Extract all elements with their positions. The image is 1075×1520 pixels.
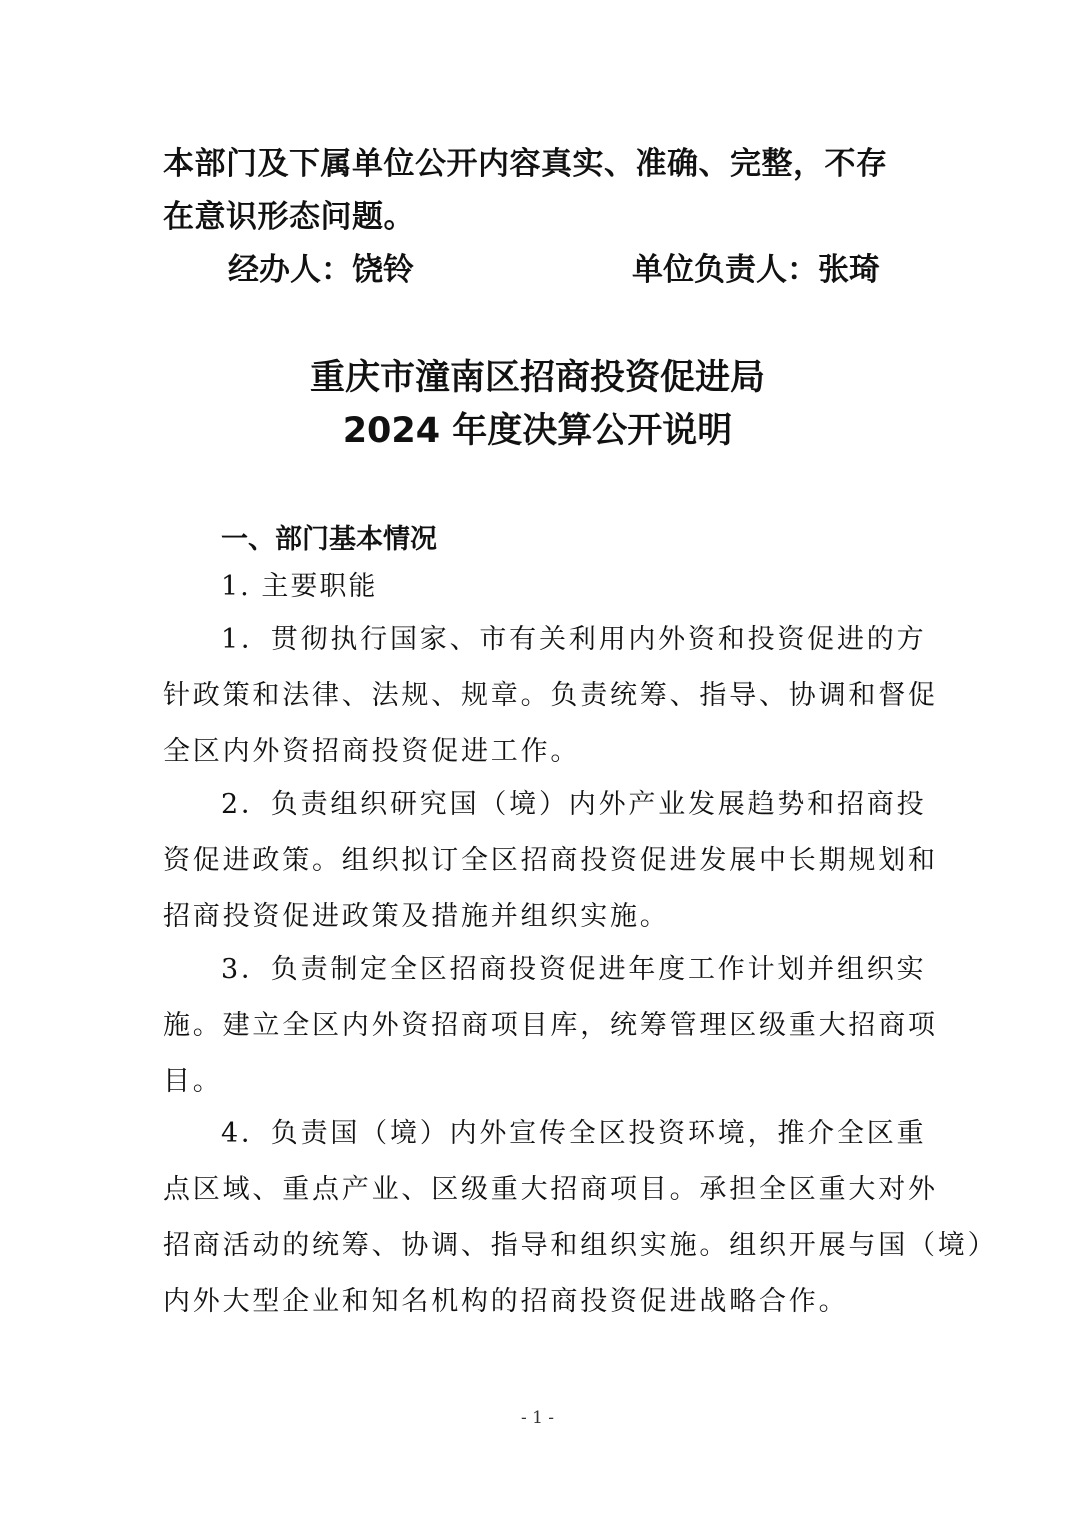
paragraph-line: 目。	[163, 1066, 223, 1097]
paragraph-line: 3．负责制定全区招商投资促进年度工作计划并组织实	[221, 954, 927, 985]
paragraph-4	[163, 1106, 998, 1330]
paragraph-2	[163, 777, 938, 945]
document-title-line-1: 重庆市潼南区招商投资促进局	[309, 358, 765, 398]
paragraph-line: 2．负责组织研究国（境）内外产业发展趋势和招商投	[221, 789, 927, 820]
paragraph-line: 4．负责国（境）内外宣传全区投资环境，推介全区重	[221, 1118, 927, 1149]
signature-block	[228, 244, 908, 297]
declaration-line: 本部门及下属单位公开内容真实、准确、完整，不存	[163, 146, 888, 182]
handler-signature: 经办人：饶铃	[228, 252, 414, 288]
paragraph-line: 内外大型企业和知名机构的招商投资促进战略合作。	[163, 1286, 849, 1317]
paragraph-line: 针政策和法律、法规、规章。负责统筹、指导、协调和督促	[163, 680, 938, 711]
page-number: - 1 -	[520, 1408, 555, 1428]
paragraph-line: 施。建立全区内外资招商项目库，统筹管理区级重大招商项	[163, 1010, 938, 1041]
document-title-line-2: 2024 年度决算公开说明	[342, 411, 733, 451]
declaration-statement	[163, 138, 923, 244]
paragraph-line: 点区域、重点产业、区级重大招商项目。承担全区重大对外	[163, 1174, 938, 1205]
section-heading: 一、部门基本情况	[221, 524, 437, 555]
unit-leader-signature: 单位负责人：张琦	[632, 252, 880, 288]
paragraph-line: 全区内外资招商投资促进工作。	[163, 736, 581, 767]
paragraph-line: 招商活动的统筹、协调、指导和组织实施。组织开展与国（境）	[163, 1230, 998, 1261]
paragraph-1	[163, 612, 938, 780]
subsection-heading: 1. 主要职能	[221, 571, 378, 602]
paragraph-3	[163, 942, 938, 1110]
paragraph-line: 资促进政策。组织拟订全区招商投资促进发展中长期规划和	[163, 845, 938, 876]
paragraph-line: 招商投资促进政策及措施并组织实施。	[163, 901, 670, 932]
declaration-line: 在意识形态问题。	[163, 199, 415, 235]
paragraph-line: 1．贯彻执行国家、市有关利用内外资和投资促进的方	[221, 624, 927, 655]
